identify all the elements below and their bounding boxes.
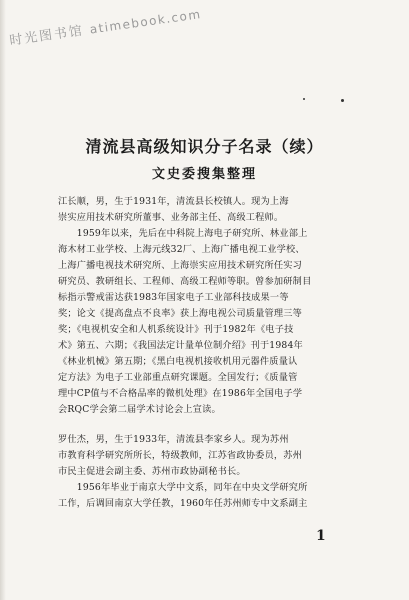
page-subtitle: 文史委搜集整理 [151,167,257,182]
text-line: 市民主促进会副主委、苏州市政协副秘书长。 [58,466,246,477]
text-line: 上海广播电视技术研究所、上海崇实应用技术研究所任实习 [58,260,303,271]
scan-speck [341,99,344,102]
text-line: 研究员、教研组长、工程师、高级工程师等职。曾参加研制目 [58,276,312,287]
scan-edge-shadow [0,0,6,600]
page-number: 1 [316,528,326,544]
text-line: 《林业机械》第五期；《黑白电视机接收机用元器件质量认 [58,356,298,367]
watermark [8,3,202,49]
paragraph-gap [58,418,358,432]
page-title: 清流县高级知识分子名录（续） [85,137,324,156]
text-line: 会RQC学会第二届学术讨论会上宣读。 [58,404,221,415]
text-line: 定方法》为电子工业部重点研究课题。全国发行；《质量管 [58,372,298,383]
scan-speck [303,98,305,100]
watermark-cn: 时光图书馆 [8,23,85,49]
text-line: 标指示警戒雷达获1983年国家电子工业部科技成果一等 [58,292,289,303]
watermark-en: atimebook.com [88,7,203,37]
text-line: 罗仕杰，男，生于1933年，清流县李家乡人。现为苏州 [58,434,289,445]
text-line: 术》第五、六期；《我国法定计量单位制介绍》刊于1984年 [58,340,303,351]
text-line: 江长顺，男，生于1931年，清流县长校镇人。现为上海 [58,196,289,207]
text-line: 1956年毕业于南京大学中文系，同年在中央文学研究所 [58,482,308,493]
text-line: 理中CP值与不合格品率的微机处理》在1986年全国电子学 [58,388,303,399]
text-line: 市教育科学研究所所长，特级教师，江苏省政协委员，苏州 [58,450,303,461]
text-line: 1959年以来，先后在中科院上海电子研究所、林业部上 [58,228,308,239]
text-line: 崇实应用技术研究所董事、业务部主任、高级工程师。 [58,212,284,223]
text-line: 奖；论文《提高盘点不良率》获上海电视公司质量管理三等 [58,308,303,319]
entry-paragraph-2 [58,432,358,512]
text-line: 工作，后调回南京大学任教，1960年任苏州师专中文系副主 [58,498,308,509]
text-line: 奖；《电视机安全和人机系统设计》刊于1982年《电子技 [58,324,294,335]
entry-paragraph-1 [58,194,358,418]
text-line: 海木材工业学校、上海元线32厂、上海广播电视工业学校、 [58,244,305,255]
body-text [58,194,358,512]
